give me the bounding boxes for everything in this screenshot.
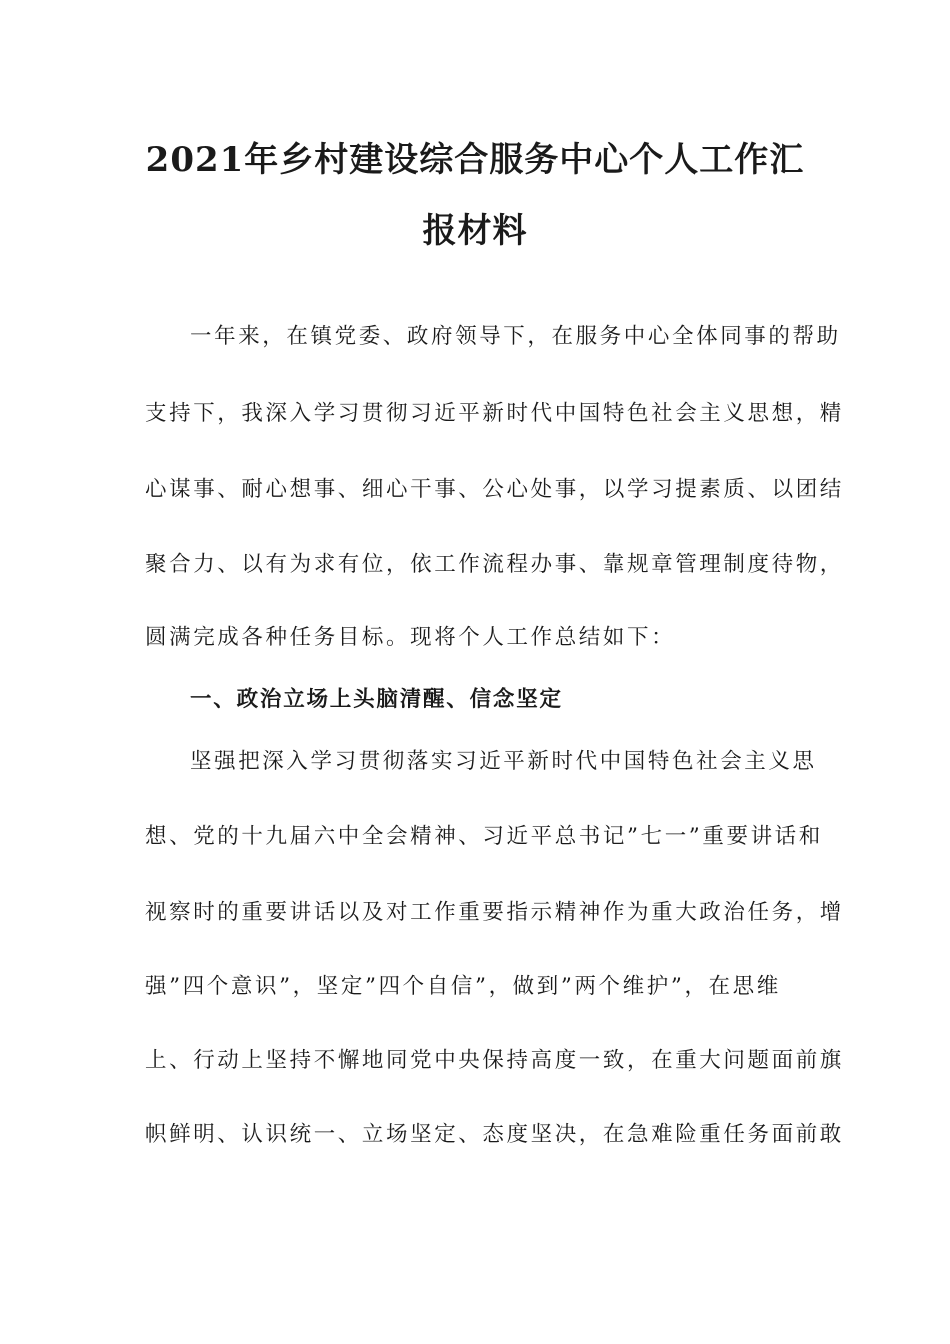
document-title-line-1: 2021年乡村建设综合服务中心个人工作汇: [145, 140, 805, 180]
section-heading-1: 一、政治立场上头脑清醒、信念坚定: [190, 687, 563, 712]
intro-line-1: 一年来，在镇党委、政府领导下，在服务中心全体同事的帮助: [190, 324, 841, 349]
intro-line-4: 聚合力、以有为求有位，依工作流程办事、靠规章管理制度待物，: [145, 552, 844, 577]
intro-line-3: 心谋事、耐心想事、细心干事、公心处事，以学习提素质、以团结: [145, 477, 844, 502]
section1-line-3: 视察时的重要讲话以及对工作重要指示精神作为重大政治任务，增: [145, 900, 844, 925]
intro-line-2: 支持下，我深入学习贯彻习近平新时代中国特色社会主义思想，精: [145, 401, 844, 426]
section1-line-6: 帜鲜明、认识统一、立场坚定、态度坚决，在急难险重任务面前敢: [145, 1122, 844, 1147]
document-title-line-2: 报材料: [422, 211, 528, 251]
section1-line-5: 上、行动上坚持不懈地同党中央保持高度一致，在重大问题面前旗: [145, 1048, 844, 1073]
intro-line-5: 圆满完成各种任务目标。现将个人工作总结如下：: [145, 625, 676, 650]
section1-line-1: 坚强把深入学习贯彻落实习近平新时代中国特色社会主义思: [190, 749, 817, 774]
section1-line-4: 强”四个意识”，坚定”四个自信”，做到”两个维护”，在思维: [145, 974, 781, 999]
section1-line-2: 想、党的十九届六中全会精神、习近平总书记”七一”重要讲话和: [145, 824, 823, 849]
